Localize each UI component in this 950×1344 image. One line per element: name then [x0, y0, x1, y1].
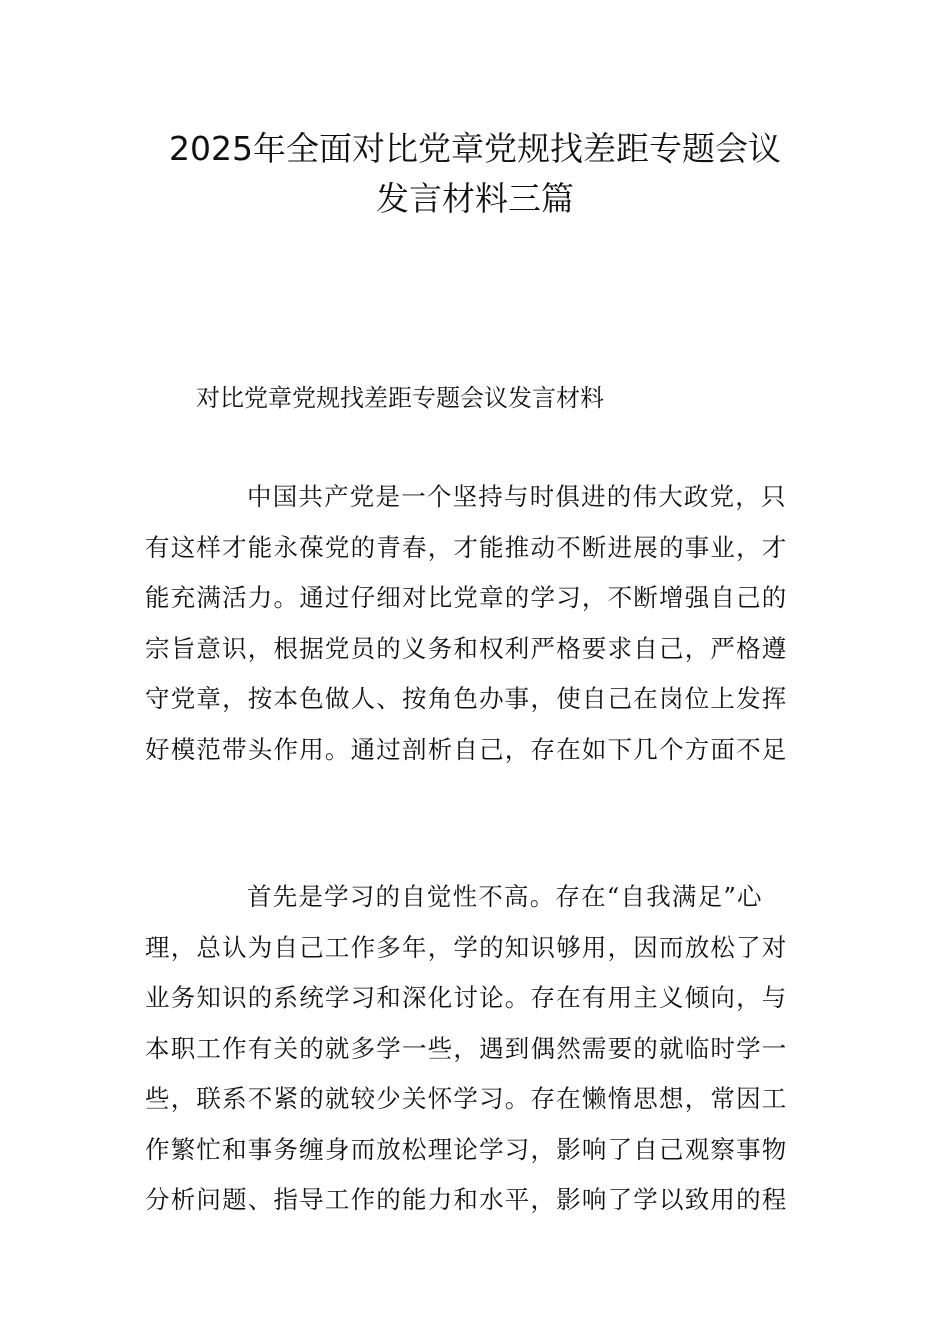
paragraph-line: 作繁忙和事务缠身而放松理论学习，影响了自己观察事物 — [145, 1134, 788, 1164]
paragraph-line: 能充满活力。通过仔细对比党章的学习，不断增强自己的 — [145, 583, 788, 612]
paragraph-line: 些，联系不紧的就较少关怀学习。存在懒惰思想，常因工 — [145, 1084, 788, 1113]
paragraph-line: 首先是学习的自觉性不高。存在“自我满足”心 — [247, 882, 763, 911]
paragraph-line: 本职工作有关的就多学一些，遇到偶然需要的就临时学一 — [145, 1033, 788, 1063]
paragraph-intro — [145, 472, 807, 775]
paragraph-line: 中国共产党是一个坚持与时俱进的伟大政党，只 — [247, 482, 787, 511]
paragraph-study — [145, 872, 807, 1226]
title-line: 2025年全面对比党章党规找差距专题会议 — [169, 129, 781, 168]
document-title — [145, 124, 805, 224]
paragraph-line: 宗旨意识，根据党员的义务和权利严格要求自己，严格遵 — [145, 633, 788, 663]
section-subtitle: 对比党章党规找差距专题会议发言材料 — [196, 384, 604, 412]
paragraph-line: 有这样才能永葆党的青春，才能推动不断进展的事业，才 — [145, 532, 788, 562]
paragraph-line: 理，总认为自己工作多年，学的知识够用，因而放松了对 — [145, 932, 788, 962]
paragraph-line: 好模范带头作用。通过剖析自己，存在如下几个方面不足 — [145, 734, 788, 764]
paragraph-line: 守党章，按本色做人、按角色办事，使自己在岗位上发挥 — [145, 684, 788, 713]
paragraph-line: 业务知识的系统学习和深化讨论。存在有用主义倾向，与 — [145, 983, 788, 1012]
paragraph-line: 分析问题、指导工作的能力和水平，影响了学以致用的程 — [145, 1185, 788, 1214]
title-line: 发言材料三篇 — [376, 179, 574, 218]
